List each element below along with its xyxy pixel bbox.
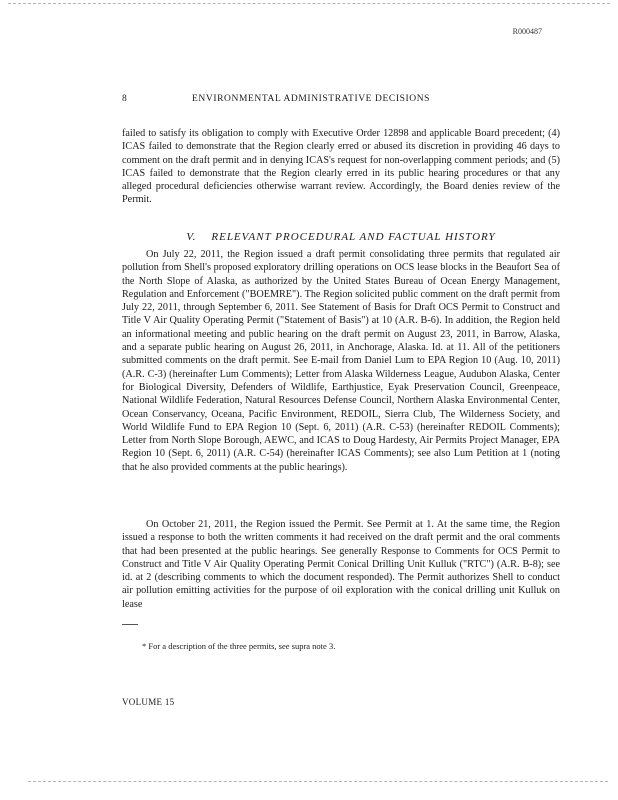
body-paragraph-1: failed to satisfy its obligation to comply with Executive Order 12898 and applicable Board precedent; (4) ICAS failed to demonstrate that the Region clearly erred or abused its discretion in providing 46 days to comment on the draft permit and in denying ICAS's request for non-overlapping comment periods; and (5) ICAS failed to demonstrate that the Region clearly erred in its public hearing procedures or that any alleged procedural deficiencies otherwise warrant review. Accordingly, the Board denies review of the Permit. <box>122 128 560 206</box>
section-number: V. <box>186 231 197 243</box>
body-paragraph-2: On July 22, 2011, the Region issued a draft permit consolidating three permits that regulated air pollution from Shell's proposed exploratory drilling operations on OCS lease blocks in the Beaufort Sea of the North Slope of Alaska, as authorized by the United States Bureau of Ocean Energy Management, Regulation and Enforcement ("BOEMRE"). The Region solicited public comment on the draft permit from July 22, 2011, through September 6, 2011. See Statement of Basis for Draft OCS Permit to Construct and Title V Air Quality Operating Permit ("Statement of Basis") at 10 (A.R. B-6). In addition, the Region held an informational meeting and public hearing on the draft permit on August 23, 2011, in Barrow, Alaska, and a separate public hearing on August 26, 2011, in Anchorage, Alaska. Id. at 11. All of the petitioners submitted comments on the draft permit. See E-mail from Daniel Lum to EPA Region 10 (Aug. 10, 2011) (A.R. C-3) (hereinafter Lum Comments); Letter from Alaska Wilderness League, Audubon Alaska, Center for Biological Diversity, Defenders of Wildlife, Earthjustice, Eyak Preservation Council, Greenpeace, National Wildlife Federation, Natural Resources Defense Council, Northern Alaska Environmental Center, Ocean Conservancy, Oceana, Pacific Environment, REDOIL, Sierra Club, The Wilderness Society, and World Wildlife Fund to EPA Region 10 (Sept. 6, 2011) (A.R. C-53) (hereinafter REDOIL Comments); Letter from North Slope Borough, AEWC, and ICAS to Doug Hardesty, Air Permits Project Manager, EPA Region 10 (Sept. 6, 2011) (A.R. C-54) (hereinafter ICAS Comments); see also Lum Petition at 1 (noting that he also provided comments at the public hearings). <box>122 249 560 473</box>
footnote: * For a description of the three permits, see supra note 3. <box>142 641 336 651</box>
section-title: RELEVANT PROCEDURAL AND FACTUAL HISTORY <box>211 231 496 243</box>
page-id: R000487 <box>512 27 542 36</box>
footnote-rule <box>122 624 138 625</box>
volume-label: VOLUME 15 <box>122 697 175 707</box>
scan-noise-top <box>8 3 610 10</box>
page-number: 8 <box>122 94 128 104</box>
running-head-title: ENVIRONMENTAL ADMINISTRATIVE DECISIONS <box>192 94 431 104</box>
body-paragraph-3: On October 21, 2011, the Region issued the Permit. See Permit at 1. At the same time, the Region issued a response to both the written comments it had received on the draft permit and the oral comments that had been presented at the public hearings. See generally Response to Comments for OCS Permit to Construct and Title V Air Quality Operating Permit Conical Drilling Unit Kulluk ("RTC") (A.R. B-8); see id. at 2 (describing comments to which the document responded). The Permit authorizes Shell to conduct air pollution emitting activities for the purpose of oil exploration with the conical drilling unit Kulluk on lease <box>122 519 560 610</box>
section-heading <box>122 231 560 243</box>
scan-noise-bottom <box>28 781 608 788</box>
